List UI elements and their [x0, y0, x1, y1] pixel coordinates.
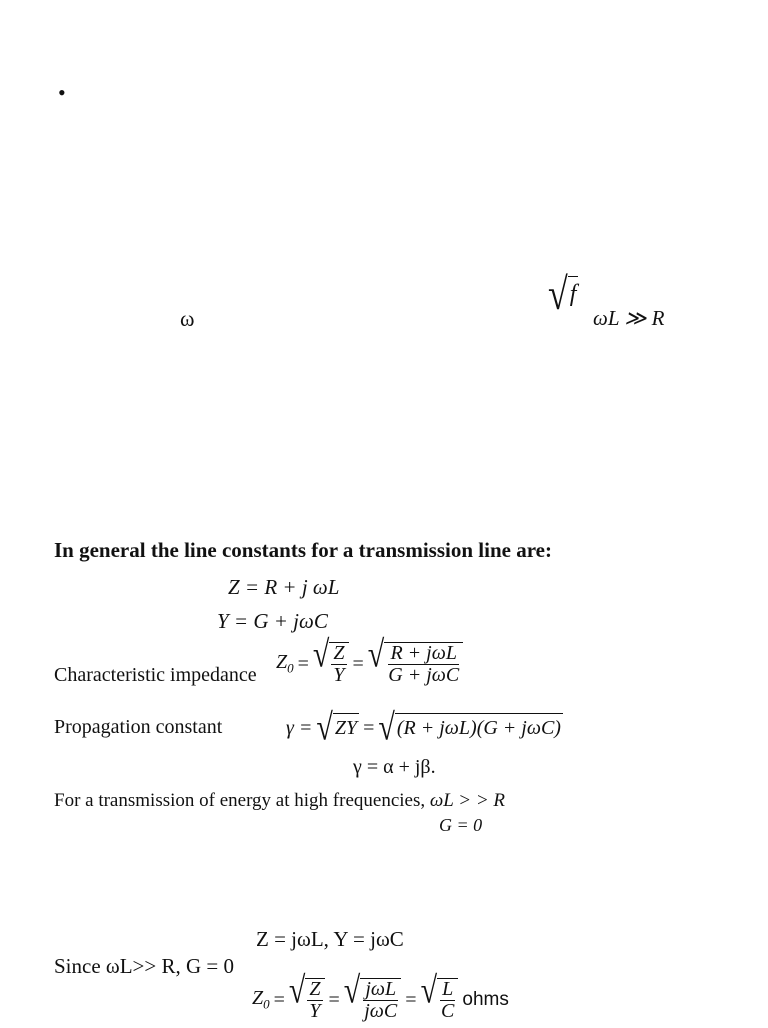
- frac-num-z: Z: [333, 642, 345, 664]
- z0-lhs-symbol: Z: [252, 987, 264, 1010]
- frac-den-g-jwc: G + jωC: [388, 664, 460, 686]
- intro-text: In general the line constants for a transmission line are:: [54, 538, 552, 562]
- since-condition: Since ωL>> R, G = 0: [54, 954, 235, 978]
- omegaL-much-greater-R: ωL ≫ R: [593, 306, 665, 330]
- sqrt-symbol-6: √: [343, 970, 361, 1012]
- zy-radicand: ZY: [333, 713, 359, 743]
- z0-frac-num-jwl: jωL: [365, 978, 397, 1000]
- z0-frac-den-jwc: jωC: [364, 1000, 398, 1022]
- z0-frac-num-z: Z: [309, 978, 321, 1000]
- sqrt-f-expression: [548, 269, 578, 319]
- high-frequency-text: [54, 790, 505, 812]
- y-equation: Y = G + jωC: [217, 609, 328, 633]
- z-equation: Z = R + j ωL: [228, 575, 340, 599]
- sqrt-symbol: √: [548, 269, 568, 319]
- ohms-unit: ohms: [462, 989, 509, 1010]
- high-frequency-condition: ωL > > R: [429, 790, 506, 811]
- sqrt-symbol-3: √: [316, 706, 333, 748]
- propagation-constant-formula: γ = √ ZY = √ (R + jωL)(G + jωC): [286, 706, 561, 748]
- sqrt-f-value: f: [568, 276, 579, 312]
- z-y-jw-equation: Z = jωL, Y = jωC: [256, 927, 404, 951]
- gamma-equals: γ =: [286, 716, 313, 739]
- omega-symbol: ω: [180, 306, 195, 331]
- propagation-constant-label: Propagation constant: [54, 716, 223, 738]
- full-radicand: (R + jωL)(G + jωC): [395, 713, 563, 743]
- equals-sign: =: [297, 652, 309, 675]
- z0-symbol: Z: [276, 651, 288, 674]
- z0-lossless-formula: $Z_0$ = √ $\frac{Z}{Y}$ = √ $\frac{\text{jωL}}{\text{jωC}}$ = √ $\frac{L}{C}$ ohms: [252, 978, 509, 1022]
- sqrt-symbol-5: √: [288, 970, 306, 1012]
- high-frequency-sentence: For a transmission of energy at high frequencies,: [54, 790, 426, 811]
- sqrt-symbol-7: √: [420, 970, 438, 1012]
- characteristic-impedance-label: Characteristic impedance: [54, 664, 257, 686]
- z0-subscript: 0: [287, 660, 294, 676]
- sqrt-symbol: √: [312, 634, 330, 676]
- z0-frac-den-y: Y: [309, 1000, 321, 1022]
- characteristic-impedance-formula: [276, 634, 463, 686]
- g-equals-zero: G = 0: [439, 815, 483, 835]
- gamma-alpha-beta: γ = α + jβ.: [353, 756, 436, 778]
- bullet: •: [58, 80, 66, 105]
- frac-num-r-jwl: R + jωL: [390, 642, 457, 664]
- z0-frac-num-l: L: [442, 978, 454, 1000]
- sqrt-symbol-2: √: [367, 634, 385, 676]
- sqrt-symbol-4: √: [378, 706, 395, 748]
- frac-den-y: Y: [333, 664, 345, 686]
- equals-sign-2: =: [352, 652, 364, 675]
- z0-frac-den-c: C: [441, 1000, 455, 1022]
- z0-lhs-subscript: 0: [263, 996, 270, 1012]
